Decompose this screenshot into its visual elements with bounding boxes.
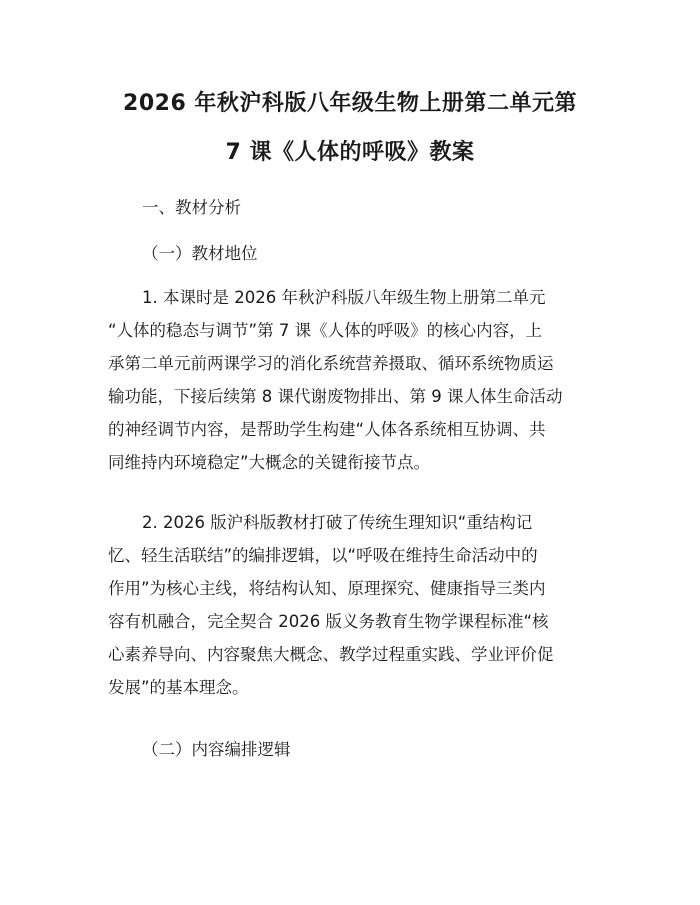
subsection-heading-content-arrangement: （二）内容编排逻辑 [142, 740, 291, 759]
paragraph-line: 的神经调节内容，是帮助学生构建“人体各系统相互协调、共 [108, 420, 546, 439]
paragraph-line: 作用”为核心主线，将结构认知、原理探究、健康指导三类内 [108, 579, 546, 598]
paragraph-line: 忆、轻生活联结”的编排逻辑，以“呼吸在维持生命活动中的 [108, 546, 538, 565]
paragraph-1 [108, 281, 608, 479]
paragraph-line: 输功能，下接后续第 8 课代谢废物排出、第 9 课人体生命活动 [108, 387, 563, 406]
subsection-heading-textbook-position: （一）教材地位 [142, 244, 258, 263]
document-title-line-2: 7 课《人体的呼吸》教案 [225, 140, 475, 165]
paragraph-line: 2. 2026 版沪科版教材打破了传统生理知识“重结构记 [142, 513, 533, 532]
paragraph-line: 容有机融合，完全契合 2026 版义务教育生物学课程标准“核 [108, 612, 549, 631]
document-title-line-1: 2026 年秋沪科版八年级生物上册第二单元第 [123, 91, 577, 116]
paragraph-line: “人体的稳态与调节”第 7 课《人体的呼吸》的核心内容，上 [108, 321, 543, 340]
paragraph-line: 承第二单元前两课学习的消化系统营养摄取、循环系统物质运 [108, 354, 554, 373]
paragraph-line: 心素养导向、内容聚焦大概念、教学过程重实践、学业评价促 [108, 645, 554, 664]
section-heading-textbook-analysis: 一、教材分析 [142, 198, 241, 217]
paragraph-line: 1. 本课时是 2026 年秋沪科版八年级生物上册第二单元 [142, 288, 546, 307]
paragraph-2 [108, 506, 608, 704]
paragraph-line: 同维持内环境稳定”大概念的关键衔接节点。 [108, 453, 431, 472]
paragraph-line: 发展”的基本理念。 [108, 678, 249, 697]
